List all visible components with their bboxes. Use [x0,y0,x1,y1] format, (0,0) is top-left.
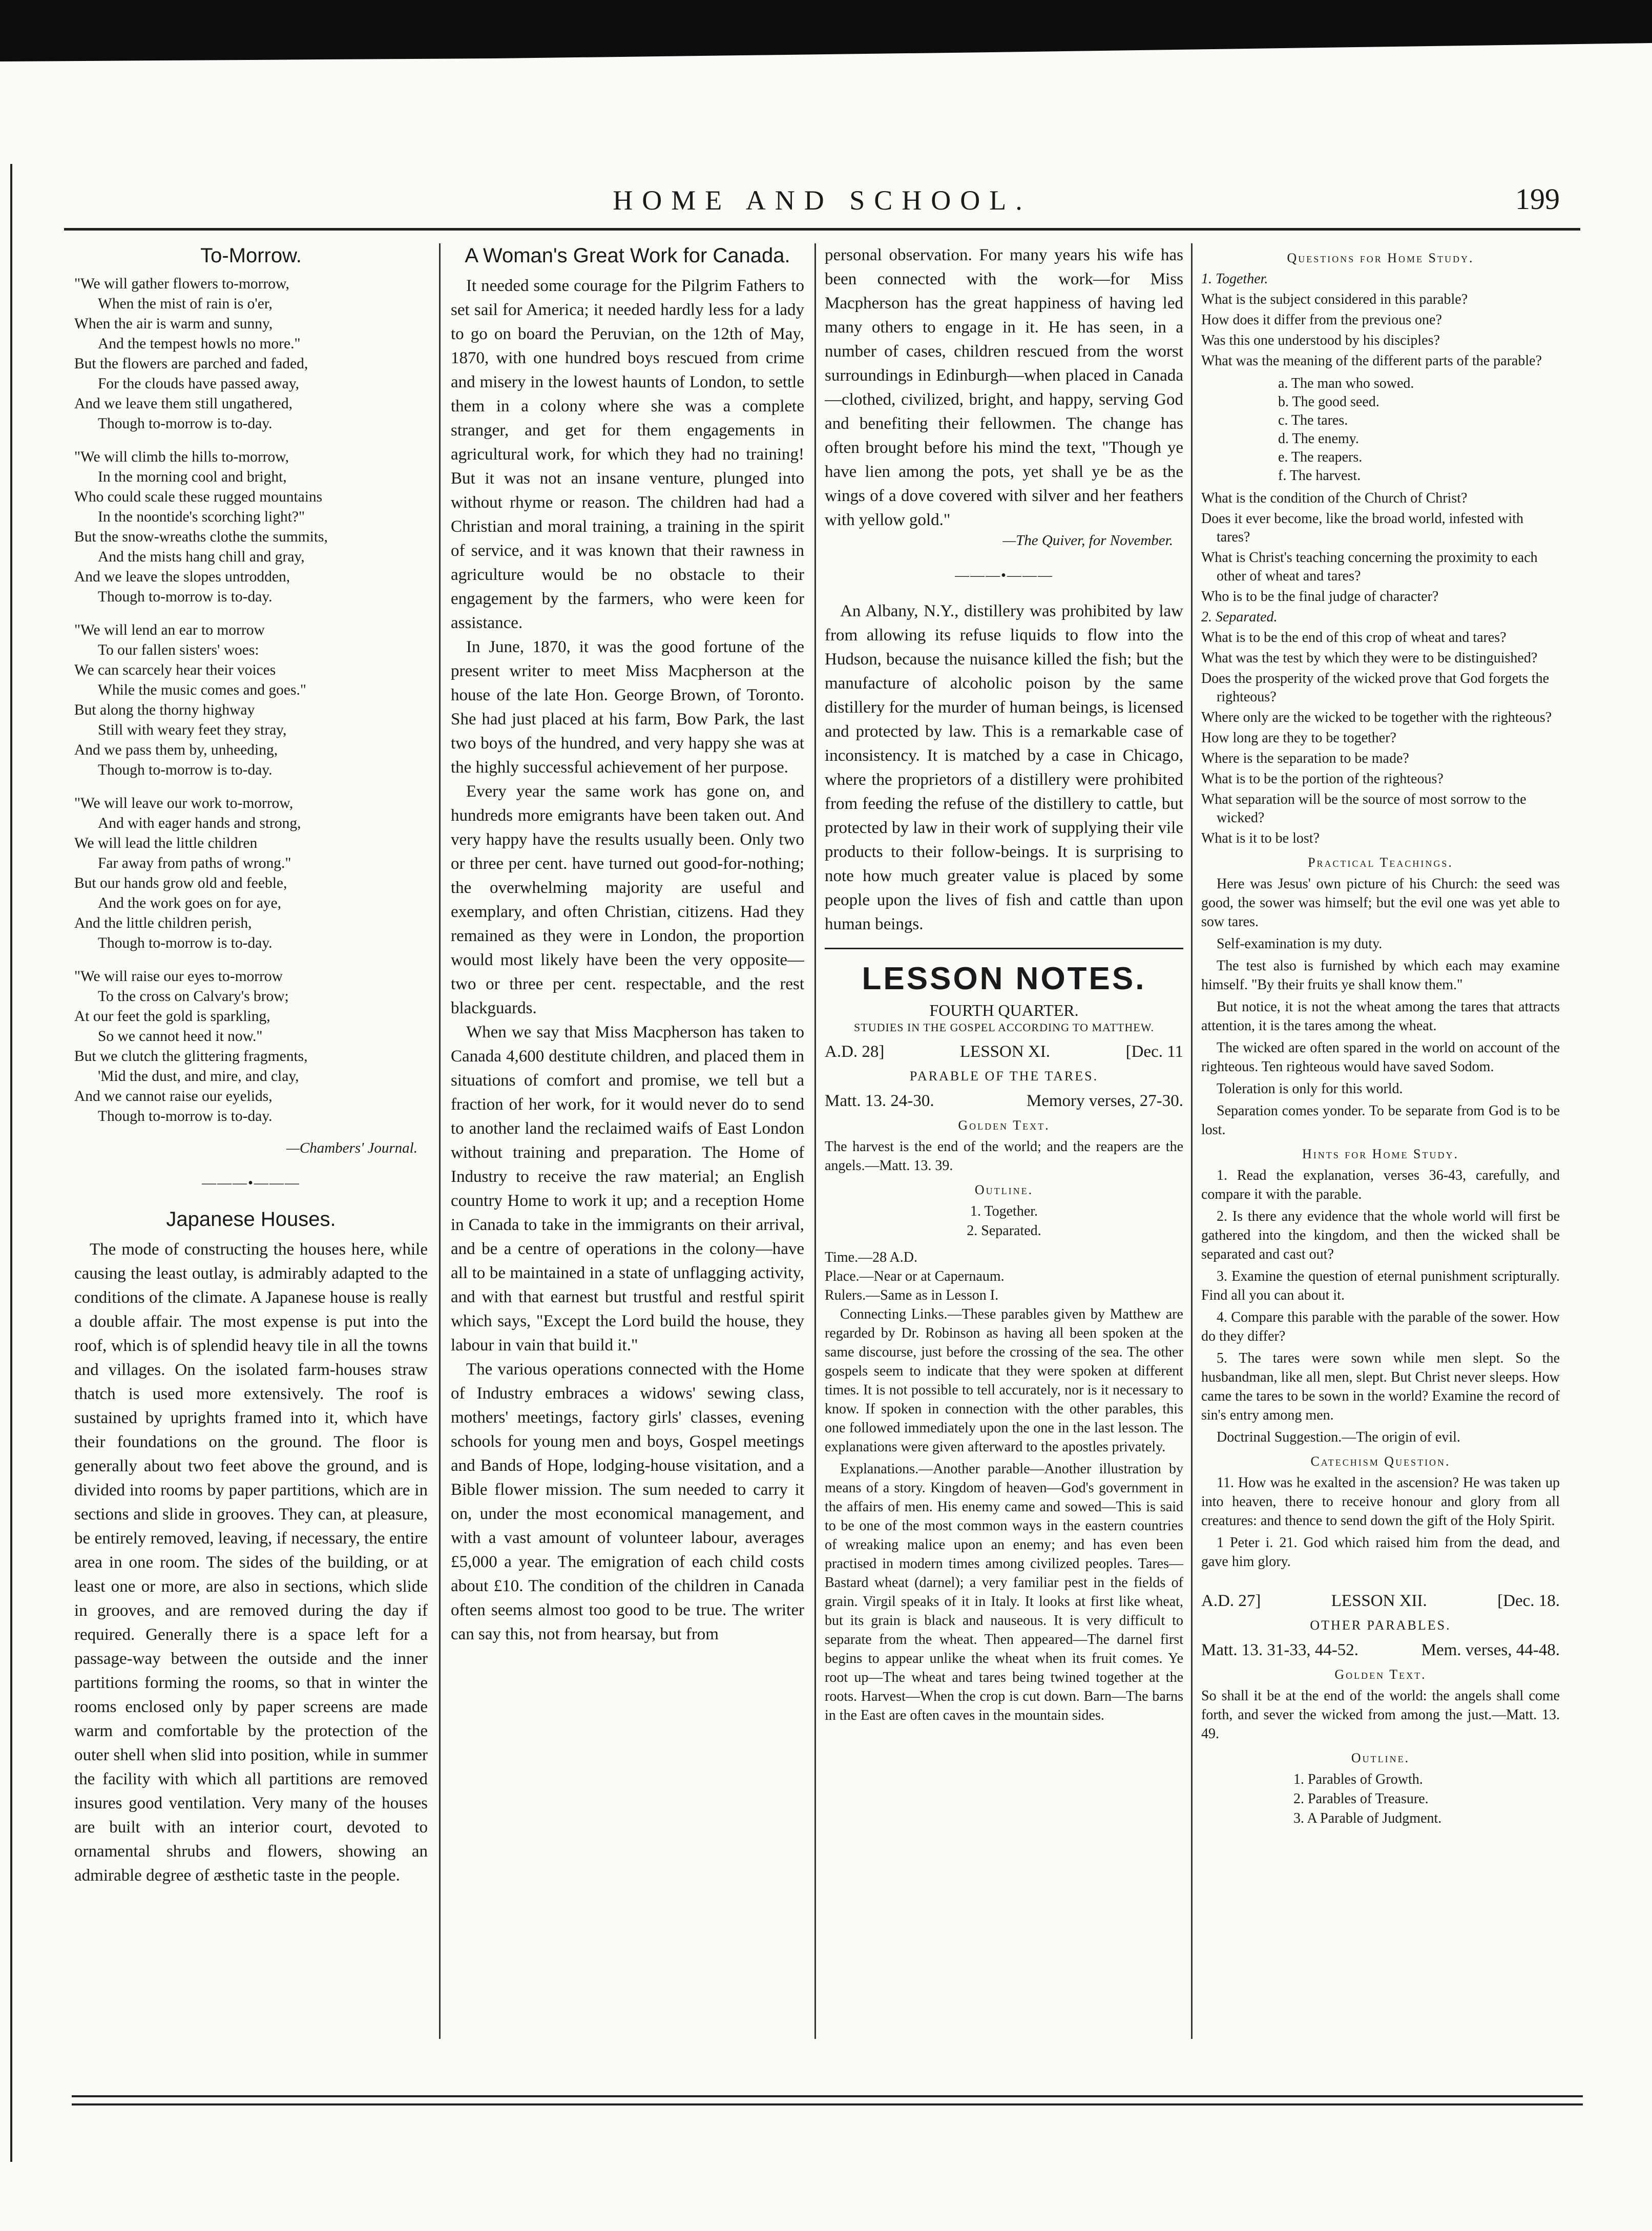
column-2 [451,243,804,2039]
running-title: HOME AND SCHOOL. [613,185,1032,216]
outline-heading: Outline. [974,1182,1034,1197]
question: What is the subject considered in this parable? [1201,291,1468,307]
hints-list [1201,1166,1560,1425]
article-title: A Woman's Great Work for Canada. [465,244,790,267]
paragraph: It needed some courage for the Pilgrim Fathers to set sail for America; it needed hardly less for a lady to go on board the Peruvian, on the 12th of May, 1870, with one hundred boys rescued from crime and misery in the lowest haunts of London, to settle them in a colony where she was a complete stranger, and get for them engagements in agricultural work, for which they had no training! But it was not an insane venture, plunged into without rhyme or reason. The children had had a Christian and moral training, a training in the spirit of service, and it was known that their rawness in agriculture would be no obstacle to their engagement by the farmers, who were keen for assistance. [451,277,804,632]
time-note: Time.—28 A.D. [825,1249,918,1265]
poem-line: We can scarcely hear their voices [74,662,276,678]
poem [74,274,428,1127]
lesson-number: LESSON XI. [960,1042,1051,1061]
question: Where is the separation to be made? [1201,750,1409,766]
hint-paragraph: 5. The tares were sown while men slept. So the husbandman, like all men, slept. But Christ never sleeps. How came the tares to be sown in the world? Examine the record of sin's entry among men. [1201,1350,1560,1423]
poem-line: But the flowers are parched and faded, [74,356,308,372]
question-list [1201,290,1560,370]
poem-line: Though to-morrow is to-day. [98,762,273,778]
lesson-refs [825,1091,1183,1111]
lesson-refs [1201,1640,1560,1660]
question: What separation will be the source of most sorrow to the wicked? [1201,791,1526,826]
outline-heading: Outline. [1351,1750,1410,1765]
outline-item: 2. Separated. [967,1223,1041,1239]
hint-paragraph: 3. Examine the question of eternal punishment scripturally. Find all you can about it. [1201,1268,1560,1303]
question-part: 1. Together. [1201,271,1268,287]
source-attribution: —The Quiver, for November. [1002,532,1173,549]
poem-line: To the cross on Calvary's brow; [98,988,289,1005]
poem-line: 'Mid the dust, and mire, and clay, [98,1068,299,1085]
memory-verses: Memory verses, 27-30. [1026,1092,1183,1110]
page-number: 199 [1515,182,1560,216]
poem-line: But the snow-wreaths clothe the summits, [74,529,328,545]
paragraph: personal observation. For many years his wife has been connected with the work—for Miss Macpherson has the great happiness of having led many others to engage in it. He has seen, in a number of cases, children rescued from the worst surroundings in Edinburgh—when placed in Canada—clothed, civilized, bright, and happy, serving God and benefiting their fellowmen. The change has often brought before his mind the text, "Though ye have lien among the pots, yet shall ye be as the wings of a dove covered with silver and her feathers with yellow gold." [825,246,1183,529]
outline-item: 2. Parables of Treasure. [1293,1791,1429,1807]
poem-stanza [74,620,428,780]
question-list [1201,489,1560,606]
hints-heading: Hints for Home Study. [1302,1146,1459,1161]
article-body [451,274,804,1646]
poem-line: But along the thorny highway [74,702,255,718]
question: What was the meaning of the different parts of the parable? [1201,353,1542,369]
question: How long are they to be together? [1201,730,1396,746]
poem-line: Who could scale these rugged mountains [74,489,323,505]
parable-part: f. The harvest. [1278,468,1361,484]
quarter-heading: FOURTH QUARTER. [929,1001,1079,1019]
poem-line: While the music comes and goes." [98,682,306,698]
parable-part: b. The good seed. [1278,394,1379,410]
poem-line: And we pass them by, unheeding, [74,742,278,758]
parable-part: a. The man who sowed. [1278,376,1414,391]
poem-line: Though to-morrow is to-day. [98,1108,273,1124]
golden-text-heading: Golden Text. [958,1118,1050,1133]
doctrinal-suggestion: Doctrinal Suggestion.—The origin of evil. [1217,1429,1460,1445]
question: What is it to be lost? [1201,830,1320,846]
teaching-paragraph: Here was Jesus' own picture of his Church: the seed was good, the sower was himself; but the evil one was yet able to sow tares. [1201,876,1560,930]
hint-paragraph: 4. Compare this parable with the parable of the sower. How do they differ? [1201,1309,1560,1344]
question: What is to be the portion of the righteous? [1201,771,1444,787]
memory-verses: Mem. verses, 44-48. [1421,1641,1560,1659]
poem-title: To-Morrow. [200,244,302,267]
footer-rules [72,2095,1583,2112]
poem-line: And we leave them still ungathered, [74,395,292,412]
poem-line: We will lead the little children [74,835,258,851]
poem-line: Far away from paths of wrong." [98,855,291,871]
poem-line: In the morning cool and bright, [98,469,287,485]
section-heading: LESSON NOTES. [862,961,1146,996]
paragraph: In June, 1870, it was the good fortune of the present writer to meet Miss Macpherson at the house of the late Hon. George Brown, of Toronto. She had just placed at his farm, Bow Park, the last two boys of the hundred, and very happy she was at the highly successful achievement of her purpose. [451,638,804,777]
poem-line: "We will leave our work to-morrow, [74,795,294,811]
outline-item: 1. Together. [970,1203,1038,1219]
paragraph: The various operations connected with the Home of Industry embraces a widows' sewing class, mothers' meetings, factory girls' classes, evening schools for young men and boys, Gospel meetings and Bands of Hope, lodging-house visitation, and a Bible flower mission. The sum needed to carry it on, under the most economical management, and with a vast amount of volunteer labour, averages £5,000 a year. The emigration of each child costs about £10. The condition of the children in Canada often seems almost too good to be true. The writer can say this, not from hearsay, but from [451,1360,804,1643]
question: Does it ever become, like the broad world, infested with tares? [1201,511,1524,545]
parable-part: e. The reapers. [1278,449,1363,465]
lesson-date: A.D. 27] [1201,1592,1261,1610]
place-note: Place.—Near or at Capernaum. [825,1268,1005,1284]
golden-text-heading: Golden Text. [1334,1667,1427,1682]
lesson-date: A.D. 28] [825,1042,885,1061]
page-header [64,154,1580,231]
scan-edge [0,0,1652,61]
poem-line: When the mist of rain is o'er, [98,296,273,312]
poem-line: "We will gather flowers to-morrow, [74,276,289,292]
column-4 [1201,243,1560,2039]
outline-item: 1. Parables of Growth. [1293,1771,1423,1787]
poem-line: But we clutch the glittering fragments, [74,1048,308,1065]
scripture-ref: Matt. 13. 31-33, 44-52. [1201,1641,1359,1659]
hint-paragraph: 2. Is there any evidence that the whole world will first be gathered into the kingdom, and then the wicked shall be separated and cast out? [1201,1208,1560,1262]
teaching-paragraph: But notice, it is not the wheat among the tares that attracts attention, it is the tares among the wheat. [1201,999,1560,1034]
header-rule [64,228,1580,231]
parts-list [1201,374,1560,485]
poem-stanza [74,447,428,607]
rulers-note: Rulers.—Same as in Lesson I. [825,1287,999,1303]
margin-rule [0,164,12,2162]
poem-line: And the little children perish, [74,915,252,931]
poem-attribution: —Chambers' Journal. [286,1140,417,1156]
question: What is Christ's teaching concerning the proximity to each other of wheat and tares? [1201,550,1538,584]
poem-stanza [74,794,428,953]
question: What is to be the end of this crop of wheat and tares? [1201,630,1507,645]
poem-line: And we leave the slopes untrodden, [74,569,290,585]
teaching-paragraph: Toleration is only for this world. [1217,1081,1403,1097]
article-body: The mode of constructing the houses here, while causing the least outlay, is admirably adapted to the conditions of the climate. A Japanese house is really a double affair. The most expense is put into the roof, which is of splendid heavy tile in all the towns and villages. On the isolated farm-houses straw thatch is used more extensively. The roof is sustained by uprights framed into it, which have their foundations on the ground. The floor is generally about two feet above the ground, and is divided into rooms by paper partitions, which are in sections and slide in grooves. They can, at pleasure, be entirely removed, leaving, if necessary, the entire area in one room. The sides of the building, or at least one or more, are also in sections, which slide in grooves, and are removed during the day if required. Generally there is a space left for a passage-way between the outside and the inner partitions forming the rooms, so that in winter the rooms enclosed only by paper screens are made warm and comfortable by the protection of the outer shell when slid into position, while in summer the facility with which all partitions are removed insures good ventilation. Very many of the houses are built with an interior court, devoted to ornamental shrubs and flowers, showing an admirable degree of æsthetic taste in the people. [74,1240,428,1885]
question: Who is to be the final judge of character? [1201,589,1439,604]
section-rule [825,948,1183,949]
poem-line: "We will climb the hills to-morrow, [74,449,289,465]
poem-line: In the noontide's scorching light?" [98,509,305,525]
poem-line: So we cannot heed it now." [98,1028,263,1045]
question: Does the prosperity of the wicked prove that God forgets the righteous? [1201,671,1550,705]
poem-line: And the tempest howls no more." [98,336,301,352]
poem-line: At our feet the gold is sparkling, [74,1008,270,1025]
paragraph: An Albany, N.Y., distillery was prohibited by law from allowing its refuse liquids to flow into the Hudson, because the nuisance killed the fish; but the manufacture of alcoholic poison by the same distillery for the murder of human beings, is licensed and protected by law. This is a remarkable case of inconsistency. It is matched by a case in Chicago, where the proprietors of a distillery were prohibited from feeding the refuse of the distillery to cattle, but protected by law in their work of supplying their vile products to their follow-beings. It is surprising to note how much greater value is placed by some people upon the lives of fish and cattle than upon human beings. [825,602,1183,933]
poem-stanza [74,967,428,1127]
parable-part: c. The tares. [1278,412,1348,428]
teaching-paragraph: The test also is furnished by which each may examine himself. "By their fruits ye shall know them." [1201,958,1560,993]
poem-line: When the air is warm and sunny, [74,316,273,332]
poem-line: "We will lend an ear to morrow [74,622,265,638]
poem-line: And with eager hands and strong, [98,815,301,831]
lesson-title: PARABLE OF THE TARES. [909,1069,1099,1083]
paragraph: Every year the same work has gone on, and hundreds more emigrants have been taken out. And very happy have the results usually been. Only two or three per cent. have turned out good-for-nothing; the overwhelming majority are useful and exemplary, and often Christian, citizens. Had they remained as they were in London, the proportion would most likely have been the very opposite—two or three per cent. respectable, and the rest blackguards. [451,782,804,1017]
lesson-title: OTHER PARABLES. [1310,1618,1451,1633]
column-divider [1191,243,1193,2039]
explanations: Explanations.—Another parable—Another illustration by means of a story. Kingdom of heaven—God's government in the affairs of men. His enemy came and sowed—This is said to be one of the most common ways in the eastern countries of wreaking malice upon an enemy; and has even been practised in modern times among civilized peoples. Tares—Bastard wheat (darnel); a very familiar pest in the fields of grain. Virgil speaks of it in Italy. It looks at first like wheat, but its grain is black and nauseous. It is very difficult to separate from the wheat. Then appeared—The darnel first begins to appear unlike the wheat when its fruit comes. Ye root up—The wheat and tares being twined together at the roots. Harvest—When the crop is cut down. Barn—The barns in the East are often caves in the mountain sides. [825,1461,1183,1723]
teaching-paragraph: Self-examination is my duty. [1217,936,1383,952]
questions-heading: Questions for Home Study. [1287,251,1474,265]
lesson-line [1201,1592,1560,1611]
practical-heading: Practical Teachings. [1308,855,1453,870]
poem-stanza [74,274,428,434]
question: What was the test by which they were to be distinguished? [1201,650,1538,666]
ornament-divider: ———•——— [202,1175,300,1191]
catechism-heading: Catechism Question. [1310,1454,1451,1469]
studies-heading: STUDIES IN THE GOSPEL ACCORDING TO MATTHEW. [854,1021,1154,1034]
column-divider [439,243,441,2039]
poem-line: And we cannot raise our eyelids, [74,1088,273,1104]
question-part: 2. Separated. [1201,609,1278,625]
poem-line: Still with weary feet they stray, [98,722,287,738]
teaching-paragraph: Separation comes yonder. To be separate from God is to be lost. [1201,1103,1560,1138]
poem-line: "We will raise our eyes to-morrow [74,968,283,985]
poem-line: But our hands grow old and feeble, [74,875,287,891]
poem-line: Though to-morrow is to-day. [98,935,273,951]
poem-line: To our fallen sisters' woes: [98,642,259,658]
outline-item: 3. A Parable of Judgment. [1293,1810,1442,1826]
article-title: Japanese Houses. [166,1208,336,1231]
lesson-line [825,1042,1183,1061]
question: Where only are the wicked to be together with the righteous? [1201,710,1552,725]
catechism-question: 11. How was he exalted in the ascension? He was taken up into heaven, there to receive honour and glory from all creatures: and thence to send down the gift of the Holy Spirit. [1201,1475,1560,1529]
scripture-ref: Matt. 13. 24-30. [825,1092,934,1110]
golden-text: So shall it be at the end of the world: the angels shall come forth, and sever the wicked from among the just.—Matt. 13. 49. [1201,1688,1560,1742]
golden-text: The harvest is the end of the world; and the reapers are the angels.—Matt. 13. 39. [825,1139,1183,1174]
question: What is the condition of the Church of Christ? [1201,490,1468,506]
practical-teachings [1201,874,1560,1139]
lesson-day: [Dec. 11 [1125,1042,1183,1061]
poem-line: For the clouds have passed away, [98,376,299,392]
lesson-day: [Dec. 18. [1497,1592,1560,1610]
poem-line: And the mists hang chill and gray, [98,549,305,565]
ornament-divider: ———•——— [955,568,1053,583]
connecting-links: Connecting Links.—These parables given by Matthew are regarded by Dr. Robinson as having all been spoken at the same discourse, just before the crossing of the sea. The other gospels seem to indicate that they were spoken at different times. It is not possible to tell accurately, nor is it necessary to know. If spoken in connection with the other parables, this one followed immediately upon the one in the last lesson. The explanations were given afterward to the apostles privately. [825,1306,1183,1455]
hint-paragraph: 1. Read the explanation, verses 36-43, carefully, and compare it with the parable. [1201,1167,1560,1202]
teaching-paragraph: The wicked are often spared in the world on account of the righteous. Ten righteous would have saved Sodom. [1201,1040,1560,1075]
parable-part: d. The enemy. [1278,431,1359,447]
column-3 [825,243,1183,2039]
poem-line: Though to-morrow is to-day. [98,589,273,605]
question: How does it differ from the previous one? [1201,312,1442,328]
question: Was this one understood by his disciples? [1201,332,1440,348]
poem-line: And the work goes on for aye, [98,895,282,911]
poem-line: Though to-morrow is to-day. [98,415,273,432]
paragraph: When we say that Miss Macpherson has taken to Canada 4,600 destitute children, and placed them in situations of comfort and promise, we tell but a fraction of her work, for it would never do to send to another land the reclaimed waifs of East London without training and preparation. The Home of Industry to receive the raw material; an English country Home to work it up; and a reception Home in Canada to take in the immigrants on their arrival, and be a centre of operations in the colony—have all to be maintained in a state of unflagging activity, and with that earnest but trustful and restful spirit which says, "Except the Lord build the house, they labour in vain that build it." [451,1023,804,1354]
question-list [1201,629,1560,848]
column-divider [814,243,816,2039]
catechism-reference: 1 Peter i. 21. God which raised him from the dead, and gave him glory. [1201,1535,1560,1570]
column-1 [74,243,428,2039]
lesson-number: LESSON XII. [1331,1592,1427,1610]
